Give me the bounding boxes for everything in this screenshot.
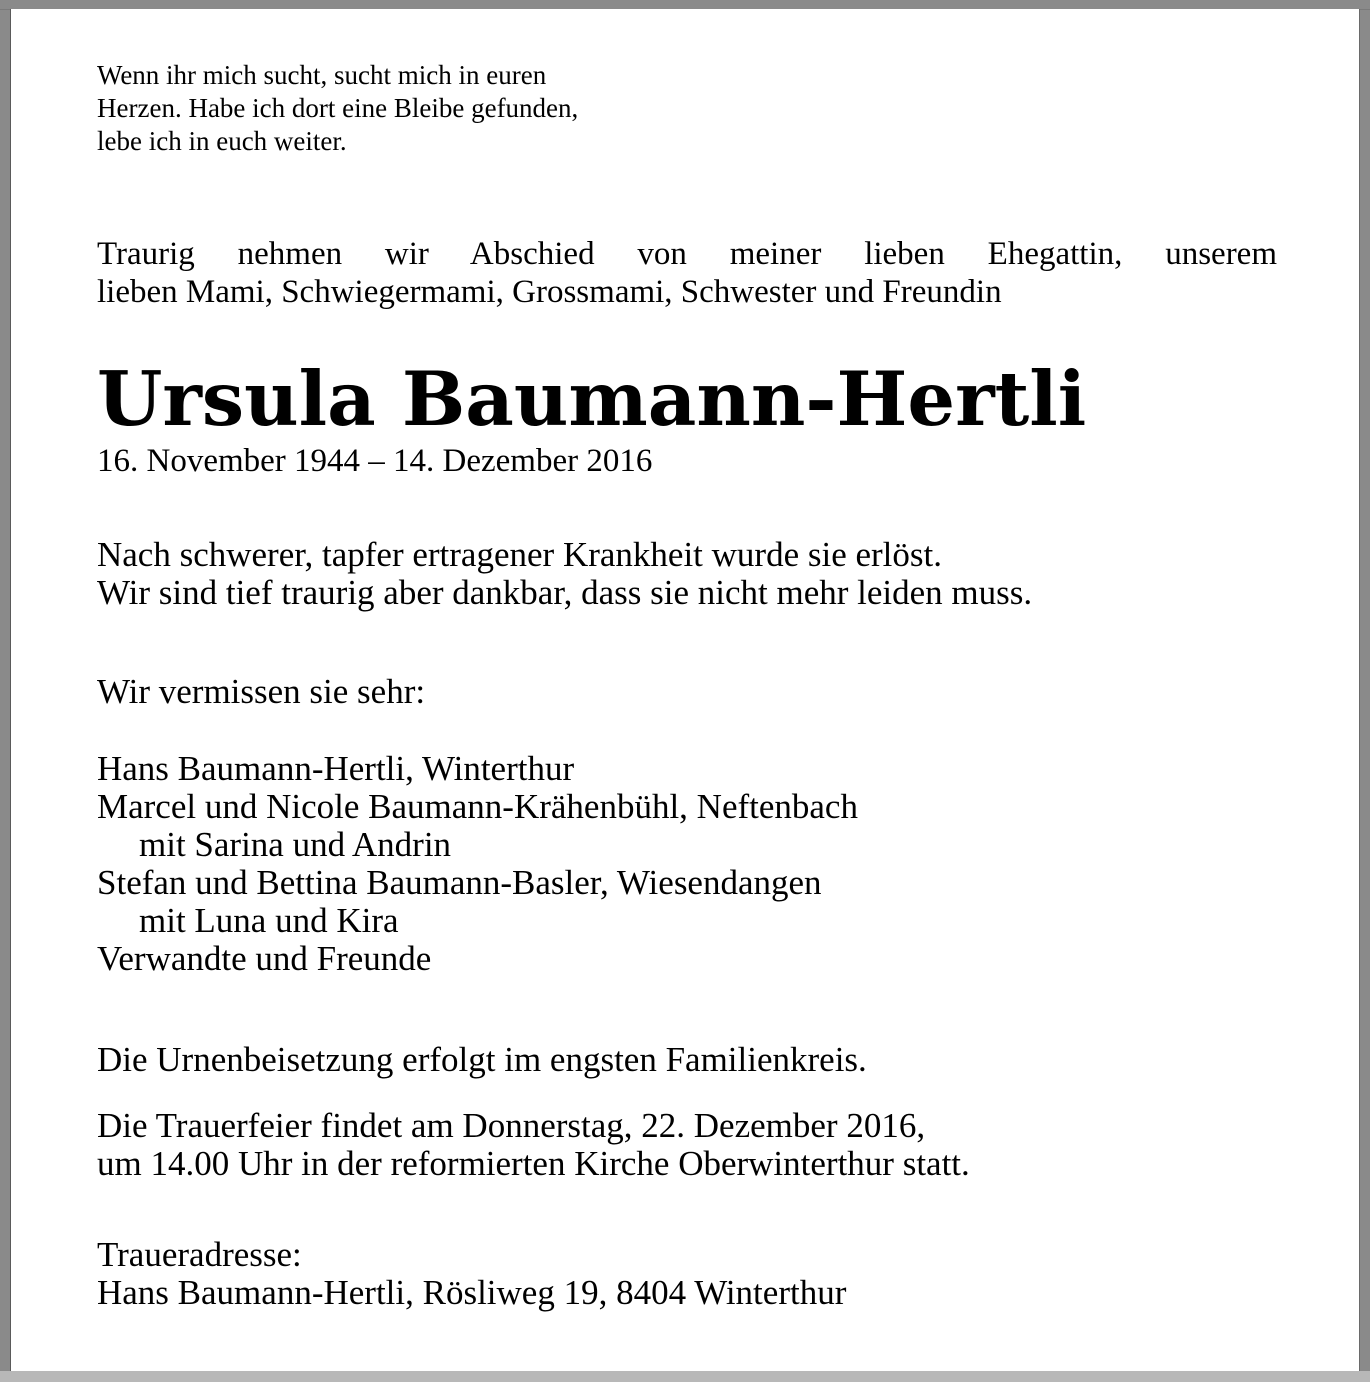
ceremony-line: um 14.00 Uhr in der reformierten Kirche Oberwinterthur statt. <box>97 1144 970 1183</box>
mourners-heading: Wir vermissen sie sehr: <box>97 672 426 711</box>
life-dates: 16. November 1944 – 14. Dezember 2016 <box>97 443 653 479</box>
mourner-entry: Marcel und Nicole Baumann-Krähenbühl, Neftenbach <box>97 787 858 826</box>
intro-line: Traurig nehmen wir Abschied von meiner lieben Ehegattin, unserem <box>97 236 1277 272</box>
motto-line: Herzen. Habe ich dort eine Bleibe gefunden, <box>97 93 579 123</box>
mourner-entry: Verwandte und Freunde <box>97 939 432 978</box>
mourner-children: mit Sarina und Andrin <box>139 825 452 864</box>
motto-line: Wenn ihr mich sucht, sucht mich in euren <box>97 60 547 90</box>
deceased-name: Ursula Baumann-Hertli <box>97 355 1087 443</box>
mourner-children: mit Luna und Kira <box>139 901 399 940</box>
window-frame-bottom <box>0 1371 1370 1382</box>
illness-line: Nach schwerer, tapfer ertragener Krankheit wurde sie erlöst. <box>97 535 942 574</box>
illness-line: Wir sind tief traurig aber dankbar, dass sie nicht mehr leiden muss. <box>97 573 1033 612</box>
mourning-address <box>97 1236 846 1312</box>
farewell-intro <box>97 235 1277 311</box>
motto-line: lebe ich in euch weiter. <box>97 126 347 156</box>
address-label: Traueradresse: <box>97 1235 302 1274</box>
ceremony-line: Die Trauerfeier findet am Donnerstag, 22. Dezember 2016, <box>97 1106 926 1145</box>
motto-verse <box>97 59 578 158</box>
mourners-list <box>97 750 858 978</box>
urn-burial-note: Die Urnenbeisetzung erfolgt im engsten Familienkreis. <box>97 1040 867 1079</box>
mourner-entry: Hans Baumann-Hertli, Winterthur <box>97 749 575 788</box>
intro-line: lieben Mami, Schwiegermami, Grossmami, Schwester und Freundin <box>97 274 1002 310</box>
address-value: Hans Baumann-Hertli, Rösliweg 19, 8404 Winterthur <box>97 1273 847 1312</box>
illness-paragraph <box>97 536 1032 612</box>
mourner-entry: Stefan und Bettina Baumann-Basler, Wiesendangen <box>97 863 822 902</box>
ceremony-paragraph <box>97 1107 970 1183</box>
obituary-notice <box>10 9 1360 1371</box>
